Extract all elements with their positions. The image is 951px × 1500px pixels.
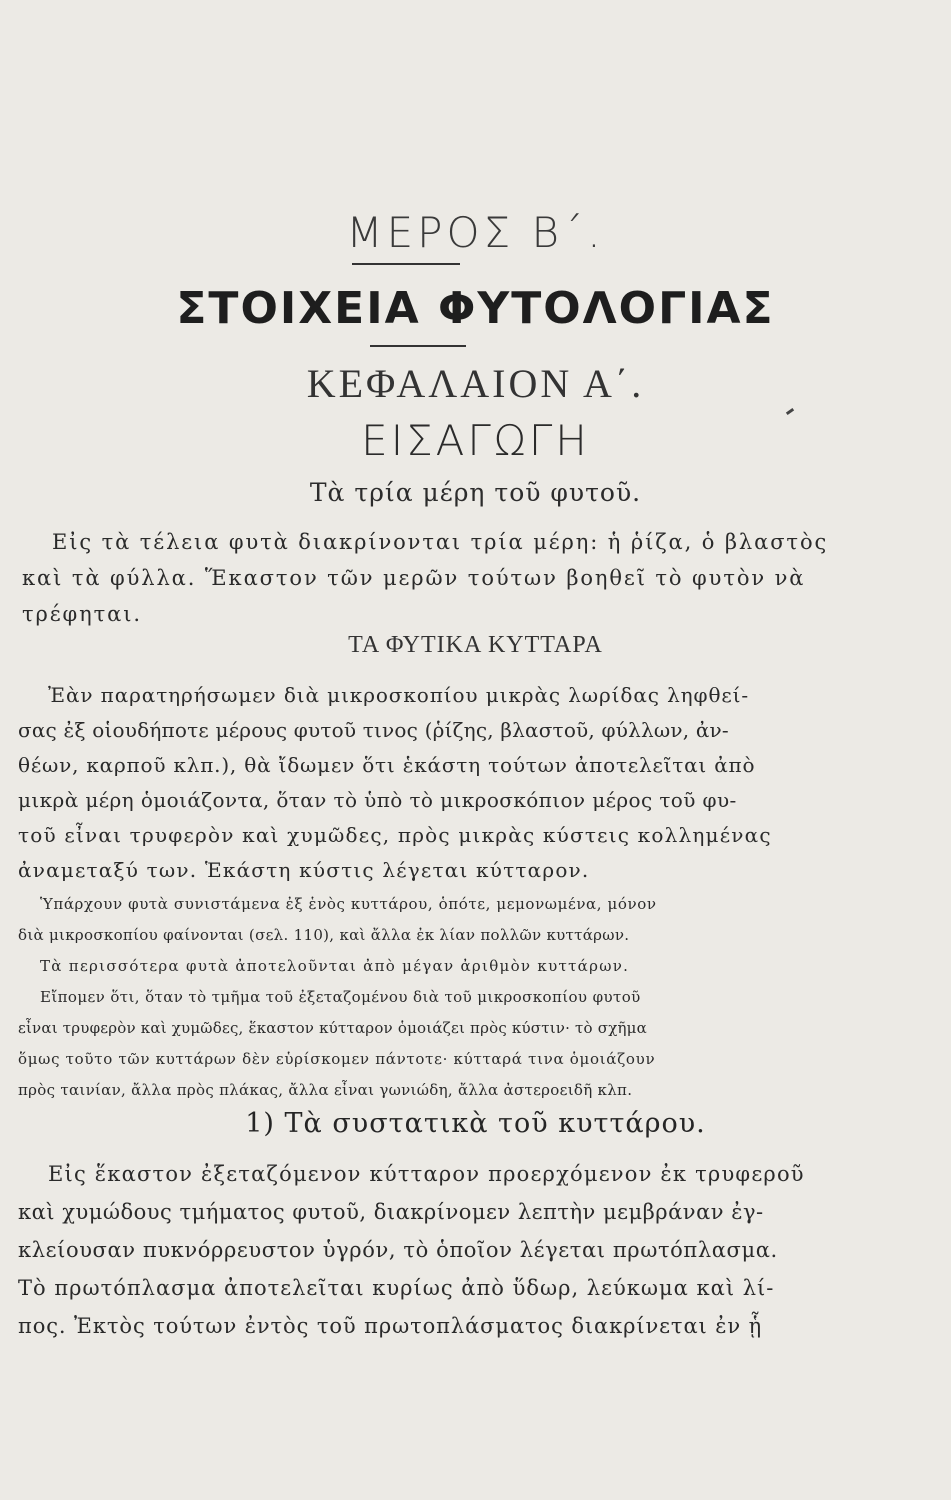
paragraph-line: Τὸ πρωτόπλασμα ἀποτελεῖται κυρίως ἀπὸ ὕδωρ, λεύκωμα καὶ λί- (18, 1276, 775, 1300)
chapter-subtitle: ΕΙΣΑΓΩΓΗ (361, 416, 590, 465)
paragraph-line: καὶ τὰ φύλλα. Ἕκαστον τῶν μερῶν τούτων βοηθεῖ τὸ φυτὸν νὰ (22, 566, 806, 590)
section-heading: ΤΑ ΦΥΤΙΚΑ ΚΥΤΤΑΡΑ (348, 632, 603, 658)
paragraph-line: Εἰς ἕκαστον ἐξεταζόμενον κύτταρον προερχόμενον ἐκ τρυφεροῦ (48, 1162, 805, 1186)
note-line: Εἴπομεν ὅτι, ὅταν τὸ τμῆμα τοῦ ἐξεταζομένου διὰ τοῦ μικροσκοπίου φυτοῦ (40, 988, 641, 1006)
paragraph-line: μικρὰ μέρη ὁμοιάζοντα, ὅταν τὸ ὑπὸ τὸ μικροσκόπιον μέρος τοῦ φυ- (18, 788, 737, 812)
paragraph-line: πος. Ἐκτὸς τούτων ἐντὸς τοῦ πρωτοπλάσματος διακρίνεται ἐν ᾗ (18, 1314, 763, 1338)
paragraph-line: Εἰς τὰ τέλεια φυτὰ διακρίνονται τρία μέρη: ἡ ῥίζα, ὁ βλαστὸς (52, 530, 829, 554)
section-heading: 1) Τὰ συστατικὰ τοῦ κυττάρου. (245, 1108, 706, 1139)
paragraph-line: Ἐὰν παρατηρήσωμεν διὰ μικροσκοπίου μικρὰς λωρίδας ληφθεί- (48, 683, 750, 707)
note-line: πρὸς ταινίαν, ἄλλα πρὸς πλάκας, ἄλλα εἶναι γωνιώδη, ἄλλα ἀστεροειδῆ κλπ. (18, 1081, 633, 1099)
note-line: εἶναι τρυφερὸν καὶ χυμῶδες, ἕκαστον κύτταρον ὁμοιάζει πρὸς κύστιν· τὸ σχῆμα (18, 1019, 647, 1037)
section-title: Τὰ τρία μέρη τοῦ φυτοῦ. (309, 478, 642, 507)
paragraph-line: καὶ χυμώδους τμήματος φυτοῦ, διακρίνομεν λεπτὴν μεμβράναν ἐγ- (18, 1200, 764, 1224)
note-line: ὅμως τοῦτο τῶν κυττάρων δὲν εὑρίσκομεν πάντοτε· κύτταρά τινα ὁμοιάζουν (18, 1050, 656, 1068)
note-line: Τὰ περισσότερα φυτὰ ἀποτελοῦνται ἀπὸ μέγαν ἀριθμὸν κυττάρων. (40, 957, 630, 975)
paragraph-line: κλείουσαν πυκνόρρευστον ὑγρόν, τὸ ὁποῖον λέγεται πρωτόπλασμα. (18, 1238, 778, 1262)
chapter-title: ΚΕΦΑΛΑΙΟΝ Α΄. (306, 361, 645, 406)
paragraph-line: θέων, καρποῦ κλπ.), θὰ ἴδωμεν ὅτι ἑκάστη τούτων ἀποτελεῖται ἀπὸ (18, 753, 756, 777)
note-line: διὰ μικροσκοπίου φαίνονται (σελ. 110), καὶ ἄλλα ἐκ λίαν πολλῶν κυττάρων. (18, 926, 630, 944)
paragraph-line: ἀναμεταξύ των. Ἑκάστη κύστις λέγεται κύτταρον. (18, 858, 590, 882)
paragraph-line: τοῦ εἶναι τρυφερὸν καὶ χυμῶδες, πρὸς μικρὰς κύστεις κολλημένας (18, 823, 772, 847)
print-mark (786, 408, 794, 415)
book-title: ΣΤΟΙΧΕΙΑ ΦΥΤΟΛΟΓΙΑΣ (176, 283, 775, 334)
note-line: Ὑπάρχουν φυτὰ συνιστάμενα ἐξ ἑνὸς κυττάρου, ὁπότε, μεμονωμένα, μόνον (40, 895, 657, 913)
paragraph-line: τρέφηται. (22, 602, 142, 626)
title-divider (370, 345, 466, 347)
part-title: ΜΕΡΟΣ Β΄. (346, 208, 605, 257)
title-divider (352, 263, 460, 265)
paragraph-line: σας ἐξ οἱουδήποτε μέρους φυτοῦ τινος (ῥίζης, βλαστοῦ, φύλλων, ἀν- (18, 718, 729, 742)
